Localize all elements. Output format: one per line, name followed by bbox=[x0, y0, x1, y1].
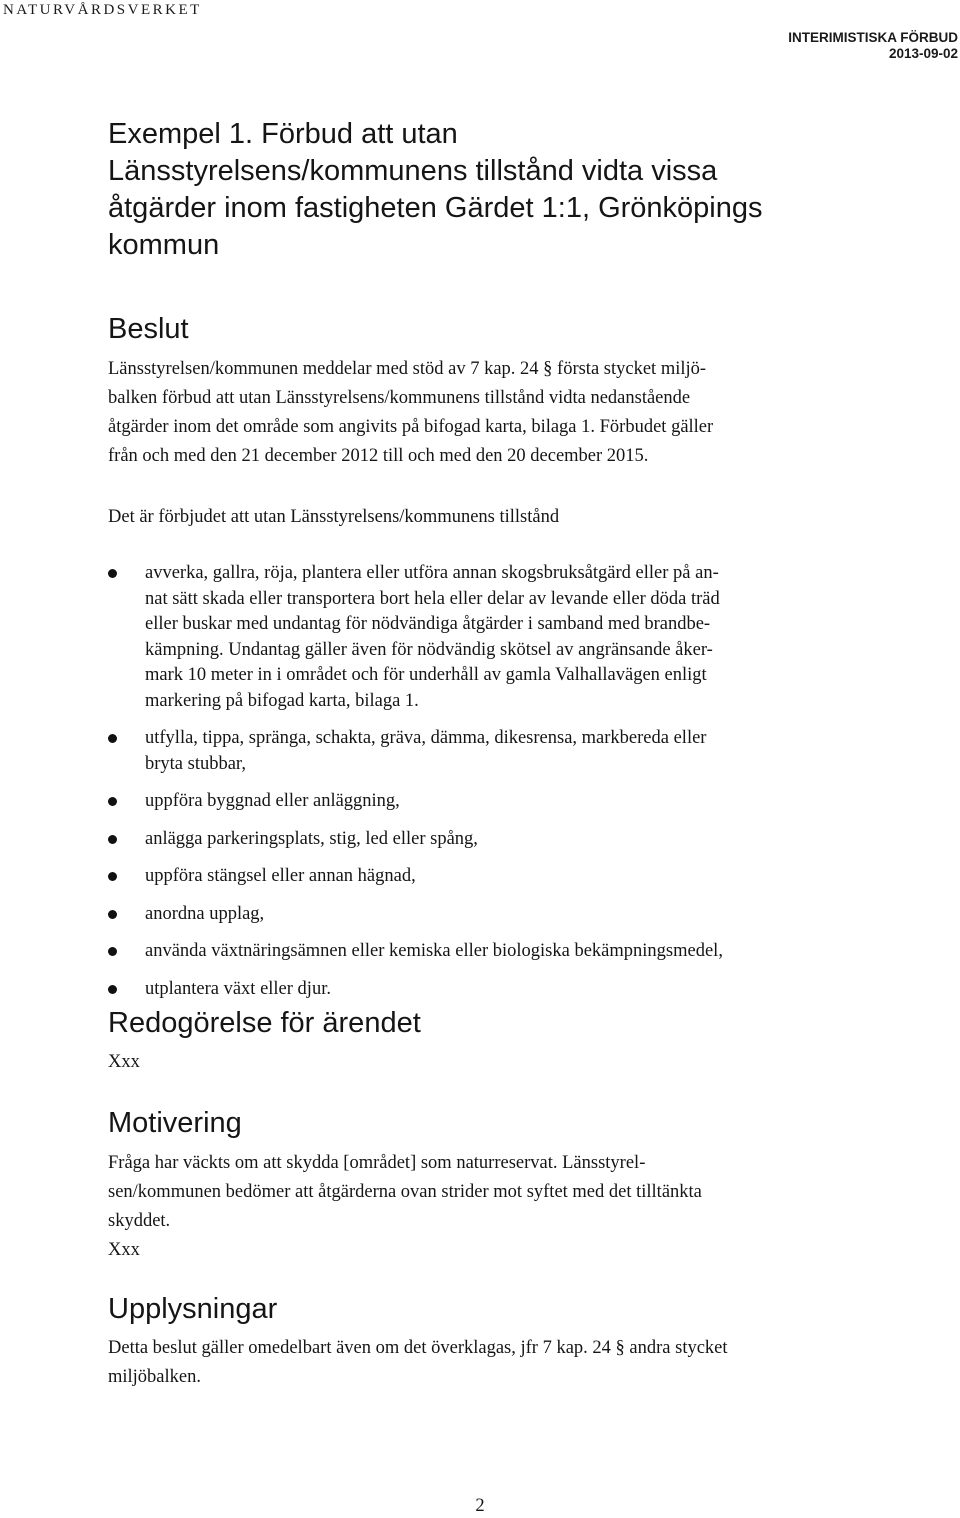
title-line: Länsstyrelsens/kommunens tillstånd vidta vissa bbox=[108, 155, 718, 187]
bullet-icon bbox=[108, 734, 117, 743]
redogorelse-text: Xxx bbox=[108, 1052, 140, 1072]
list-item bbox=[108, 902, 868, 928]
paragraph-line: Länsstyrelsen/kommunen meddelar med stöd av 7 kap. 24 § första stycket miljö- bbox=[108, 359, 707, 379]
paragraph-line: Fråga har väckts om att skydda [området] som naturreservat. Länsstyrel- bbox=[108, 1153, 646, 1173]
list-item-line: nat sätt skada eller transportera bort hela eller delar av levande eller döda träd bbox=[145, 588, 720, 609]
title-line: kommun bbox=[108, 229, 220, 261]
list-item-line: uppföra stängsel eller annan hägnad, bbox=[145, 866, 416, 886]
title-line: Exempel 1. Förbud att utan bbox=[108, 118, 458, 150]
paragraph-line: åtgärder inom det område som angivits på bifogad karta, bilaga 1. Förbudet gäller bbox=[108, 417, 714, 437]
paragraph-line: från och med den 21 december 2012 till och med den 20 december 2015. bbox=[108, 446, 649, 466]
prohibition-intro: Det är förbjudet att utan Länsstyrelsens/kommunens tillstånd bbox=[108, 507, 560, 527]
list-item-line: avverka, gallra, röja, plantera eller utföra annan skogsbruksåtgärd eller på an- bbox=[145, 563, 719, 583]
list-item-line: uppföra byggnad eller anläggning, bbox=[145, 791, 400, 811]
motivering-paragraph bbox=[108, 1149, 702, 1265]
paragraph-line: sen/kommunen bedömer att åtgärderna ovan strider mot syftet med det tilltänkta bbox=[108, 1182, 702, 1202]
upplysningar-paragraph bbox=[108, 1334, 728, 1392]
list-item-line: kämpning. Undantag gäller även för nödvändig skötsel av angränsande åker- bbox=[145, 639, 713, 660]
list-item-line: anlägga parkeringsplats, stig, led eller spång, bbox=[145, 828, 478, 849]
list-item-line: eller buskar med undantag för nödvändiga åtgärder i samband med brandbe- bbox=[145, 614, 711, 634]
bullet-icon bbox=[108, 985, 117, 994]
paragraph-line: miljöbalken. bbox=[108, 1367, 201, 1387]
document-type: INTERIMISTISKA FÖRBUD bbox=[788, 30, 958, 45]
title-line: åtgärder inom fastigheten Gärdet 1:1, Grönköpings bbox=[108, 192, 763, 224]
page-number: 2 bbox=[475, 1496, 485, 1516]
list-item bbox=[108, 939, 868, 965]
paragraph-line: Xxx bbox=[108, 1240, 140, 1260]
list-item bbox=[108, 827, 868, 853]
list-item bbox=[108, 789, 868, 815]
document-title bbox=[108, 116, 848, 264]
list-item-line: bryta stubbar, bbox=[145, 753, 246, 774]
bullet-icon bbox=[108, 947, 117, 956]
list-item-line: anordna upplag, bbox=[145, 903, 265, 924]
paragraph-line: skyddet. bbox=[108, 1211, 171, 1231]
bullet-icon bbox=[108, 872, 117, 881]
list-item bbox=[108, 977, 868, 1003]
list-item-line: utfylla, tippa, spränga, schakta, gräva, dämma, dikesrensa, markbereda eller bbox=[145, 728, 707, 748]
list-item-line: utplantera växt eller djur. bbox=[145, 978, 331, 999]
list-item bbox=[108, 726, 868, 777]
redogorelse-heading: Redogörelse för ärendet bbox=[108, 1007, 421, 1039]
motivering-heading: Motivering bbox=[108, 1107, 242, 1139]
prohibited-actions-list bbox=[108, 561, 868, 1014]
list-item-line: använda växtnäringsämnen eller kemiska eller biologiska bekämpningsmedel, bbox=[145, 941, 723, 961]
paragraph-line: Detta beslut gäller omedelbart även om det överklagas, jfr 7 kap. 24 § andra stycket bbox=[108, 1338, 728, 1358]
list-item-line: mark 10 meter in i området och för underhåll av gamla Valhallavägen enligt bbox=[145, 665, 707, 685]
list-item bbox=[108, 561, 868, 714]
paragraph-line: balken förbud att utan Länsstyrelsens/kommunens tillstånd vidta nedanstående bbox=[108, 388, 691, 408]
list-item-line: markering på bifogad karta, bilaga 1. bbox=[145, 690, 419, 711]
bullet-icon bbox=[108, 835, 117, 844]
list-item bbox=[108, 864, 868, 890]
beslut-heading: Beslut bbox=[108, 313, 189, 345]
document-date: 2013-09-02 bbox=[888, 46, 958, 61]
bullet-icon bbox=[108, 910, 117, 919]
agency-name: NATURVÅRDSVERKET bbox=[3, 2, 202, 18]
bullet-icon bbox=[108, 569, 117, 578]
beslut-paragraph bbox=[108, 355, 713, 471]
upplysningar-heading: Upplysningar bbox=[108, 1293, 278, 1325]
bullet-icon bbox=[108, 797, 117, 806]
